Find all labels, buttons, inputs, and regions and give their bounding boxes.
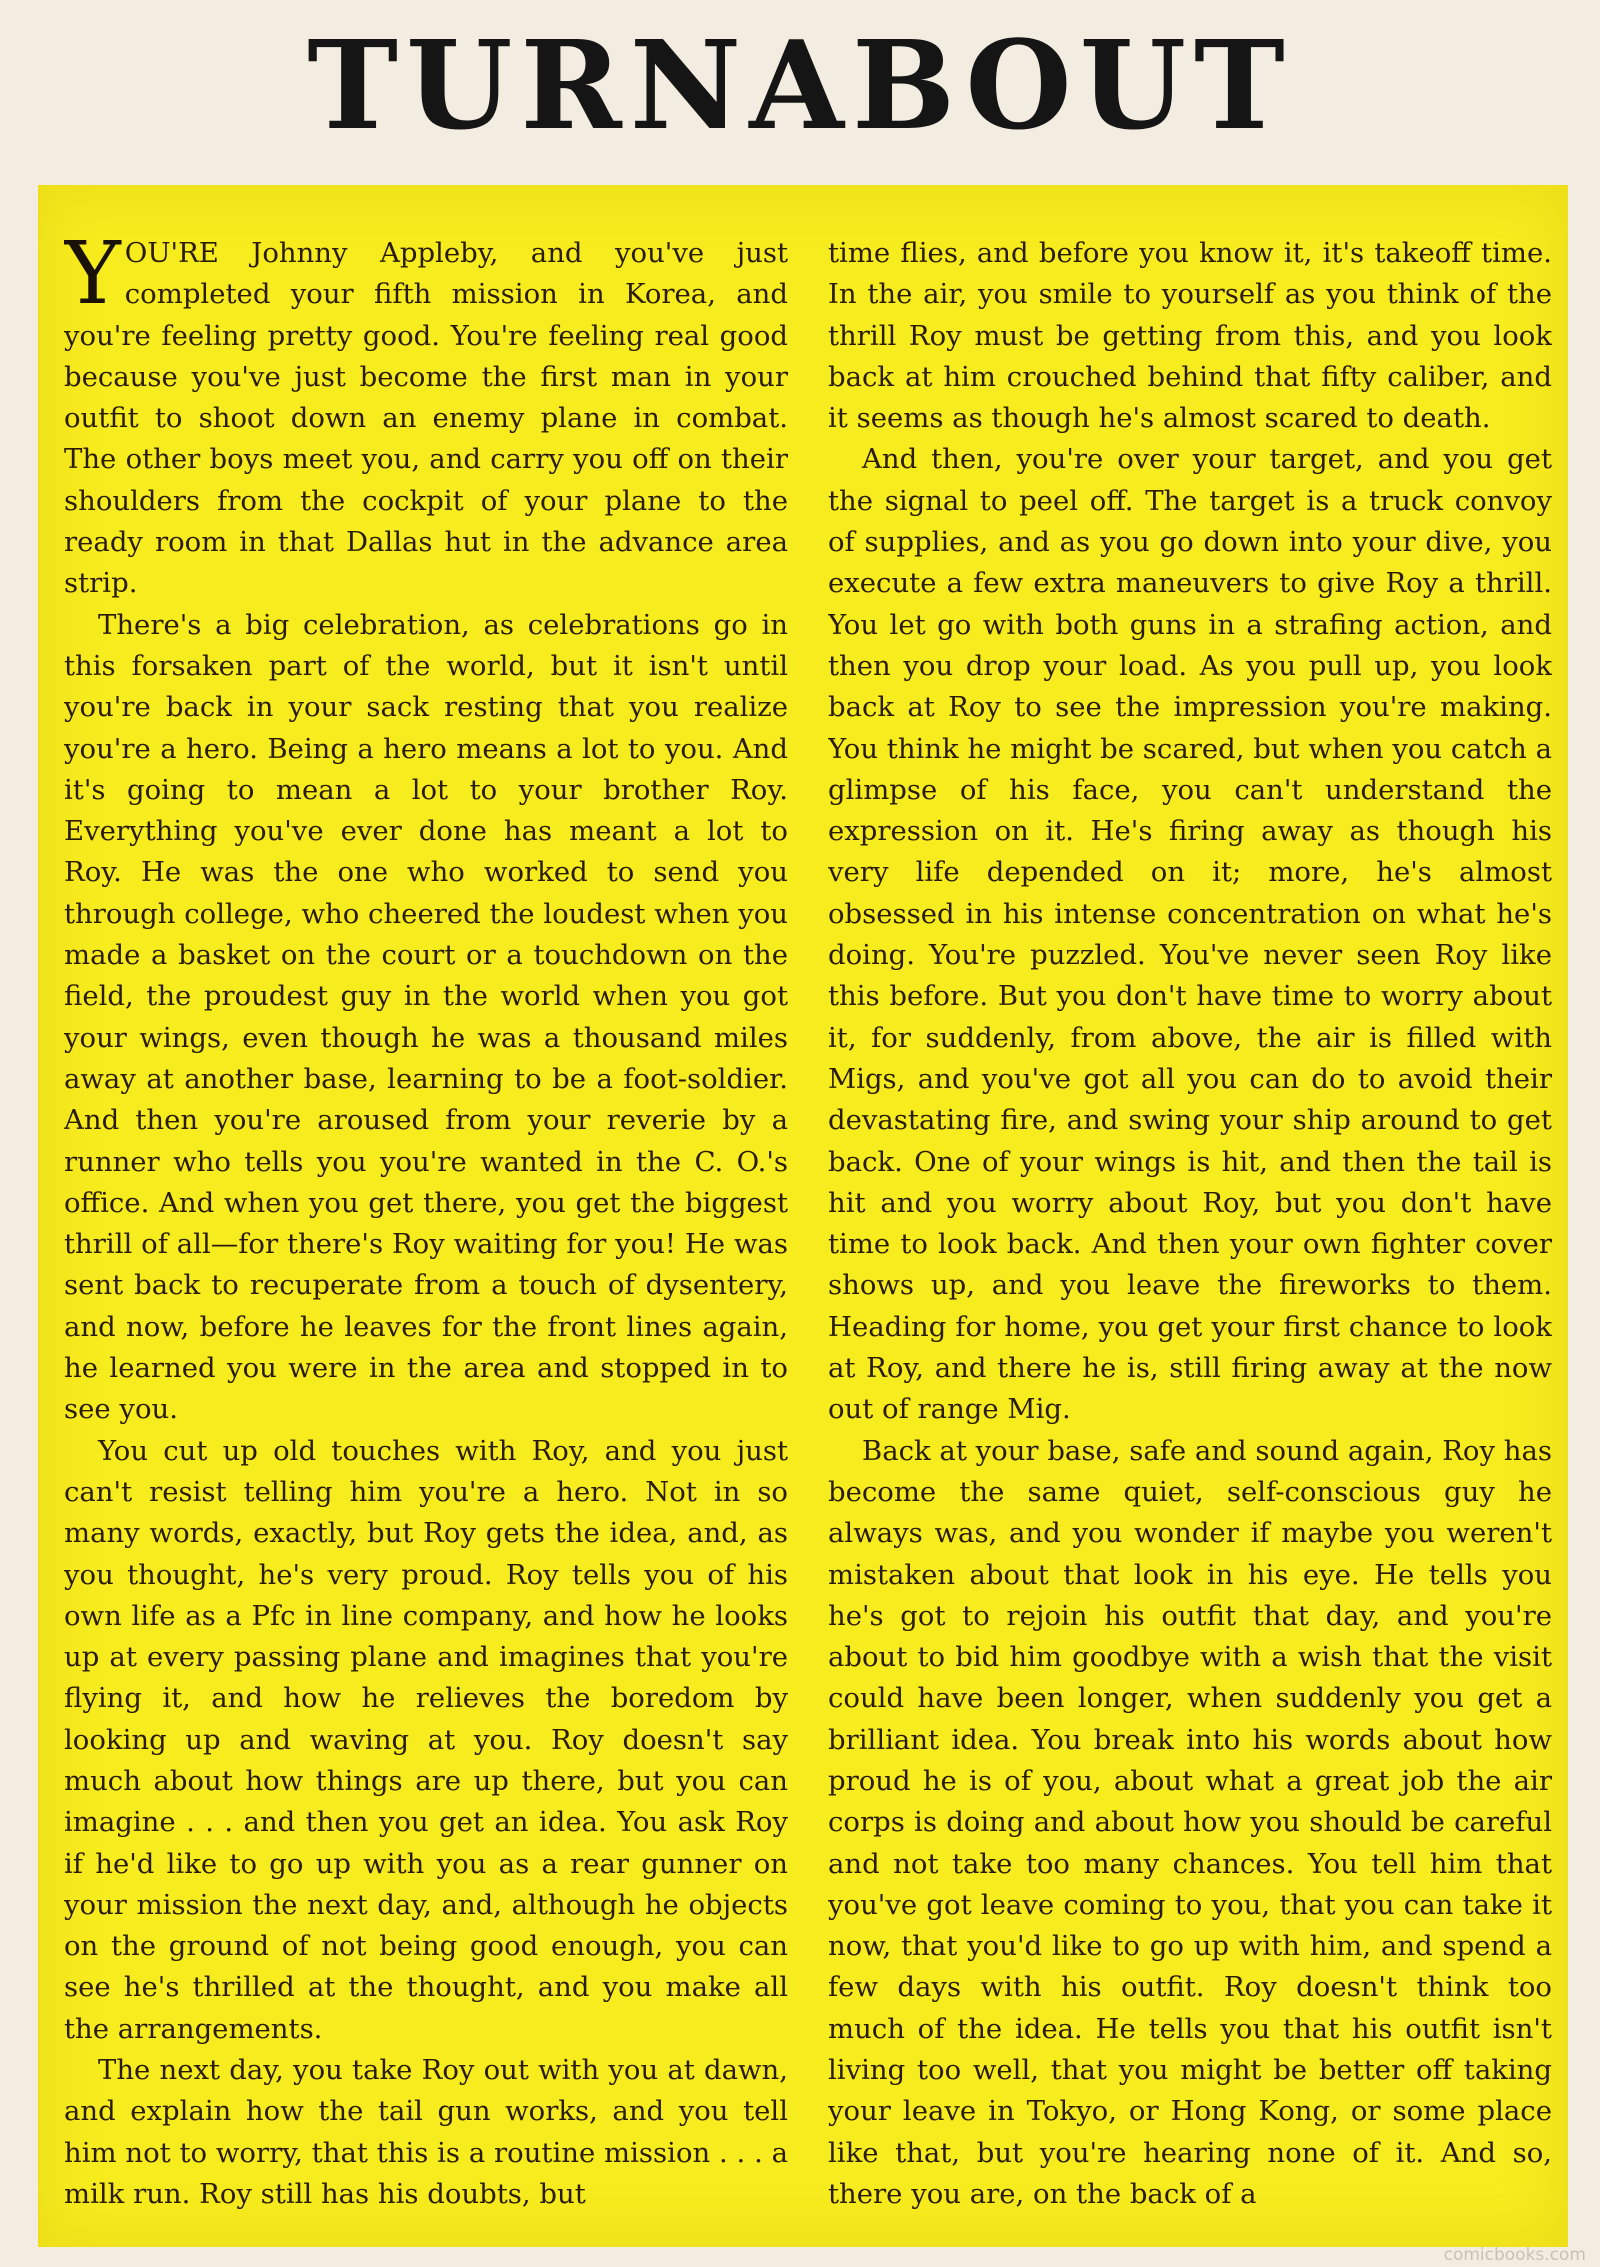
- left-column: [64, 233, 788, 2233]
- story-title: TURNABOUT: [307, 13, 1293, 157]
- paragraph: And then, you're over your target, and you get the signal to peel off. The target is a truck convoy of supplies, and as you go down into your dive, you execute a few extra maneuvers to give Roy a thrill. You let go with both guns in a strafing action, and then you drop your load. As you pull up, you look back at Roy to see the impression you're making. You think he might be scared, but when you catch a glimpse of his face, you can't understand the expression on it. He's firing away as though his very life depended on it; more, he's almost obsessed in his intense concentration on what he's doing. You're puzzled. You've never seen Roy like this before. But you don't have time to worry about it, for suddenly, from above, the air is filled with Migs, and you've got all you can do to avoid their devastating fire, and swing your ship around to get back. One of your wings is hit, and then the tail is hit and you worry about Roy, but you don't have time to look back. And then your own fighter cover shows up, and you leave the fireworks to them. Heading for home, you get your first chance to look at Roy, and there he is, still firing away at the now out of range Mig.: [828, 443, 1552, 1426]
- paragraph-text: OU'RE Johnny Appleby, and you've just completed your fifth mission in Korea, and you're feeling pretty good. You're feeling real good because you've just become the first man in your outfit to shoot down an enemy plane in combat. The other boys meet you, and carry you off on their shoulders from the cockpit of your plane to the ready room in that Dallas hut in the advance area strip.: [64, 237, 788, 600]
- right-column: [828, 233, 1552, 2233]
- paragraph: There's a big celebration, as celebrations go in this forsaken part of the world, but it isn't until you're back in your sack resting that you realize you're a hero. Being a hero means a lot to you. And it's going to mean a lot to your brother Roy. Everything you've ever done has meant a lot to Roy. He was the one who worked to send you through college, who cheered the loudest when you made a basket on the court or a touchdown on the field, the proudest guy in the world when you got your wings, even though he was a thousand miles away at another base, learning to be a foot-soldier. And then you're aroused from your reverie by a runner who tells you you're wanted in the C. O.'s office. And when you get there, you get the biggest thrill of all—for there's Roy waiting for you! He was sent back to recuperate from a touch of dysentery, and now, before he leaves for the front lines again, he learned you were in the area and stopped in to see you.: [64, 608, 788, 1426]
- drop-cap: Y: [64, 233, 121, 324]
- paragraph: [64, 233, 788, 605]
- paragraph: The next day, you take Roy out with you at dawn, and explain how the tail gun works, and you tell him not to worry, that this is a routine mission . . . a milk run. Roy still has his doubts, but: [64, 2054, 788, 2210]
- paragraph: You cut up old touches with Roy, and you just can't resist telling him you're a hero. Not in so many words, exactly, but Roy gets the idea, and, as you thought, he's very proud. Roy tells you of his own life as a Pfc in line company, and how he looks up at every passing plane and imagines that you're flying it, and how he relieves the boredom by looking up and waving at you. Roy doesn't say much about how things are up there, but you can imagine . . . and then you get an idea. You ask Roy if he'd like to go up with you as a rear gunner on your mission the next day, and, although he objects on the ground of not being good enough, you can see he's thrilled at the thought, and you make all the arrangements.: [64, 1434, 788, 2045]
- text-panel: [38, 185, 1568, 2247]
- site-watermark: comicbooks.com: [1443, 2245, 1586, 2265]
- paragraph: Back at your base, safe and sound again, Roy has become the same quiet, self-conscious guy he always was, and you wonder if maybe you weren't mistaken about that look in his eye. He tells you he's got to rejoin his outfit that day, and you're about to bid him goodbye with a wish that the visit could have been longer, when suddenly you get a brilliant idea. You break into his words about how proud he is of you, about what a great job the air corps is doing and about how you should be careful and not take too many chances. You tell him that you've got leave coming to you, that you can take it now, that you'd like to go up with him, and spend a few days with his outfit. Roy doesn't think too much of the idea. He tells you that his outfit isn't living too well, that you might be better off taking your leave in Tokyo, or Hong Kong, or some place like that, but you're hearing none of it. And so, there you are, on the back of a: [828, 1434, 1552, 2210]
- paragraph: time flies, and before you know it, it's takeoff time. In the air, you smile to yourself as you think of the thrill Roy must be getting from this, and you look back at him crouched behind that fifty caliber, and it seems as though he's almost scared to death.: [828, 237, 1552, 435]
